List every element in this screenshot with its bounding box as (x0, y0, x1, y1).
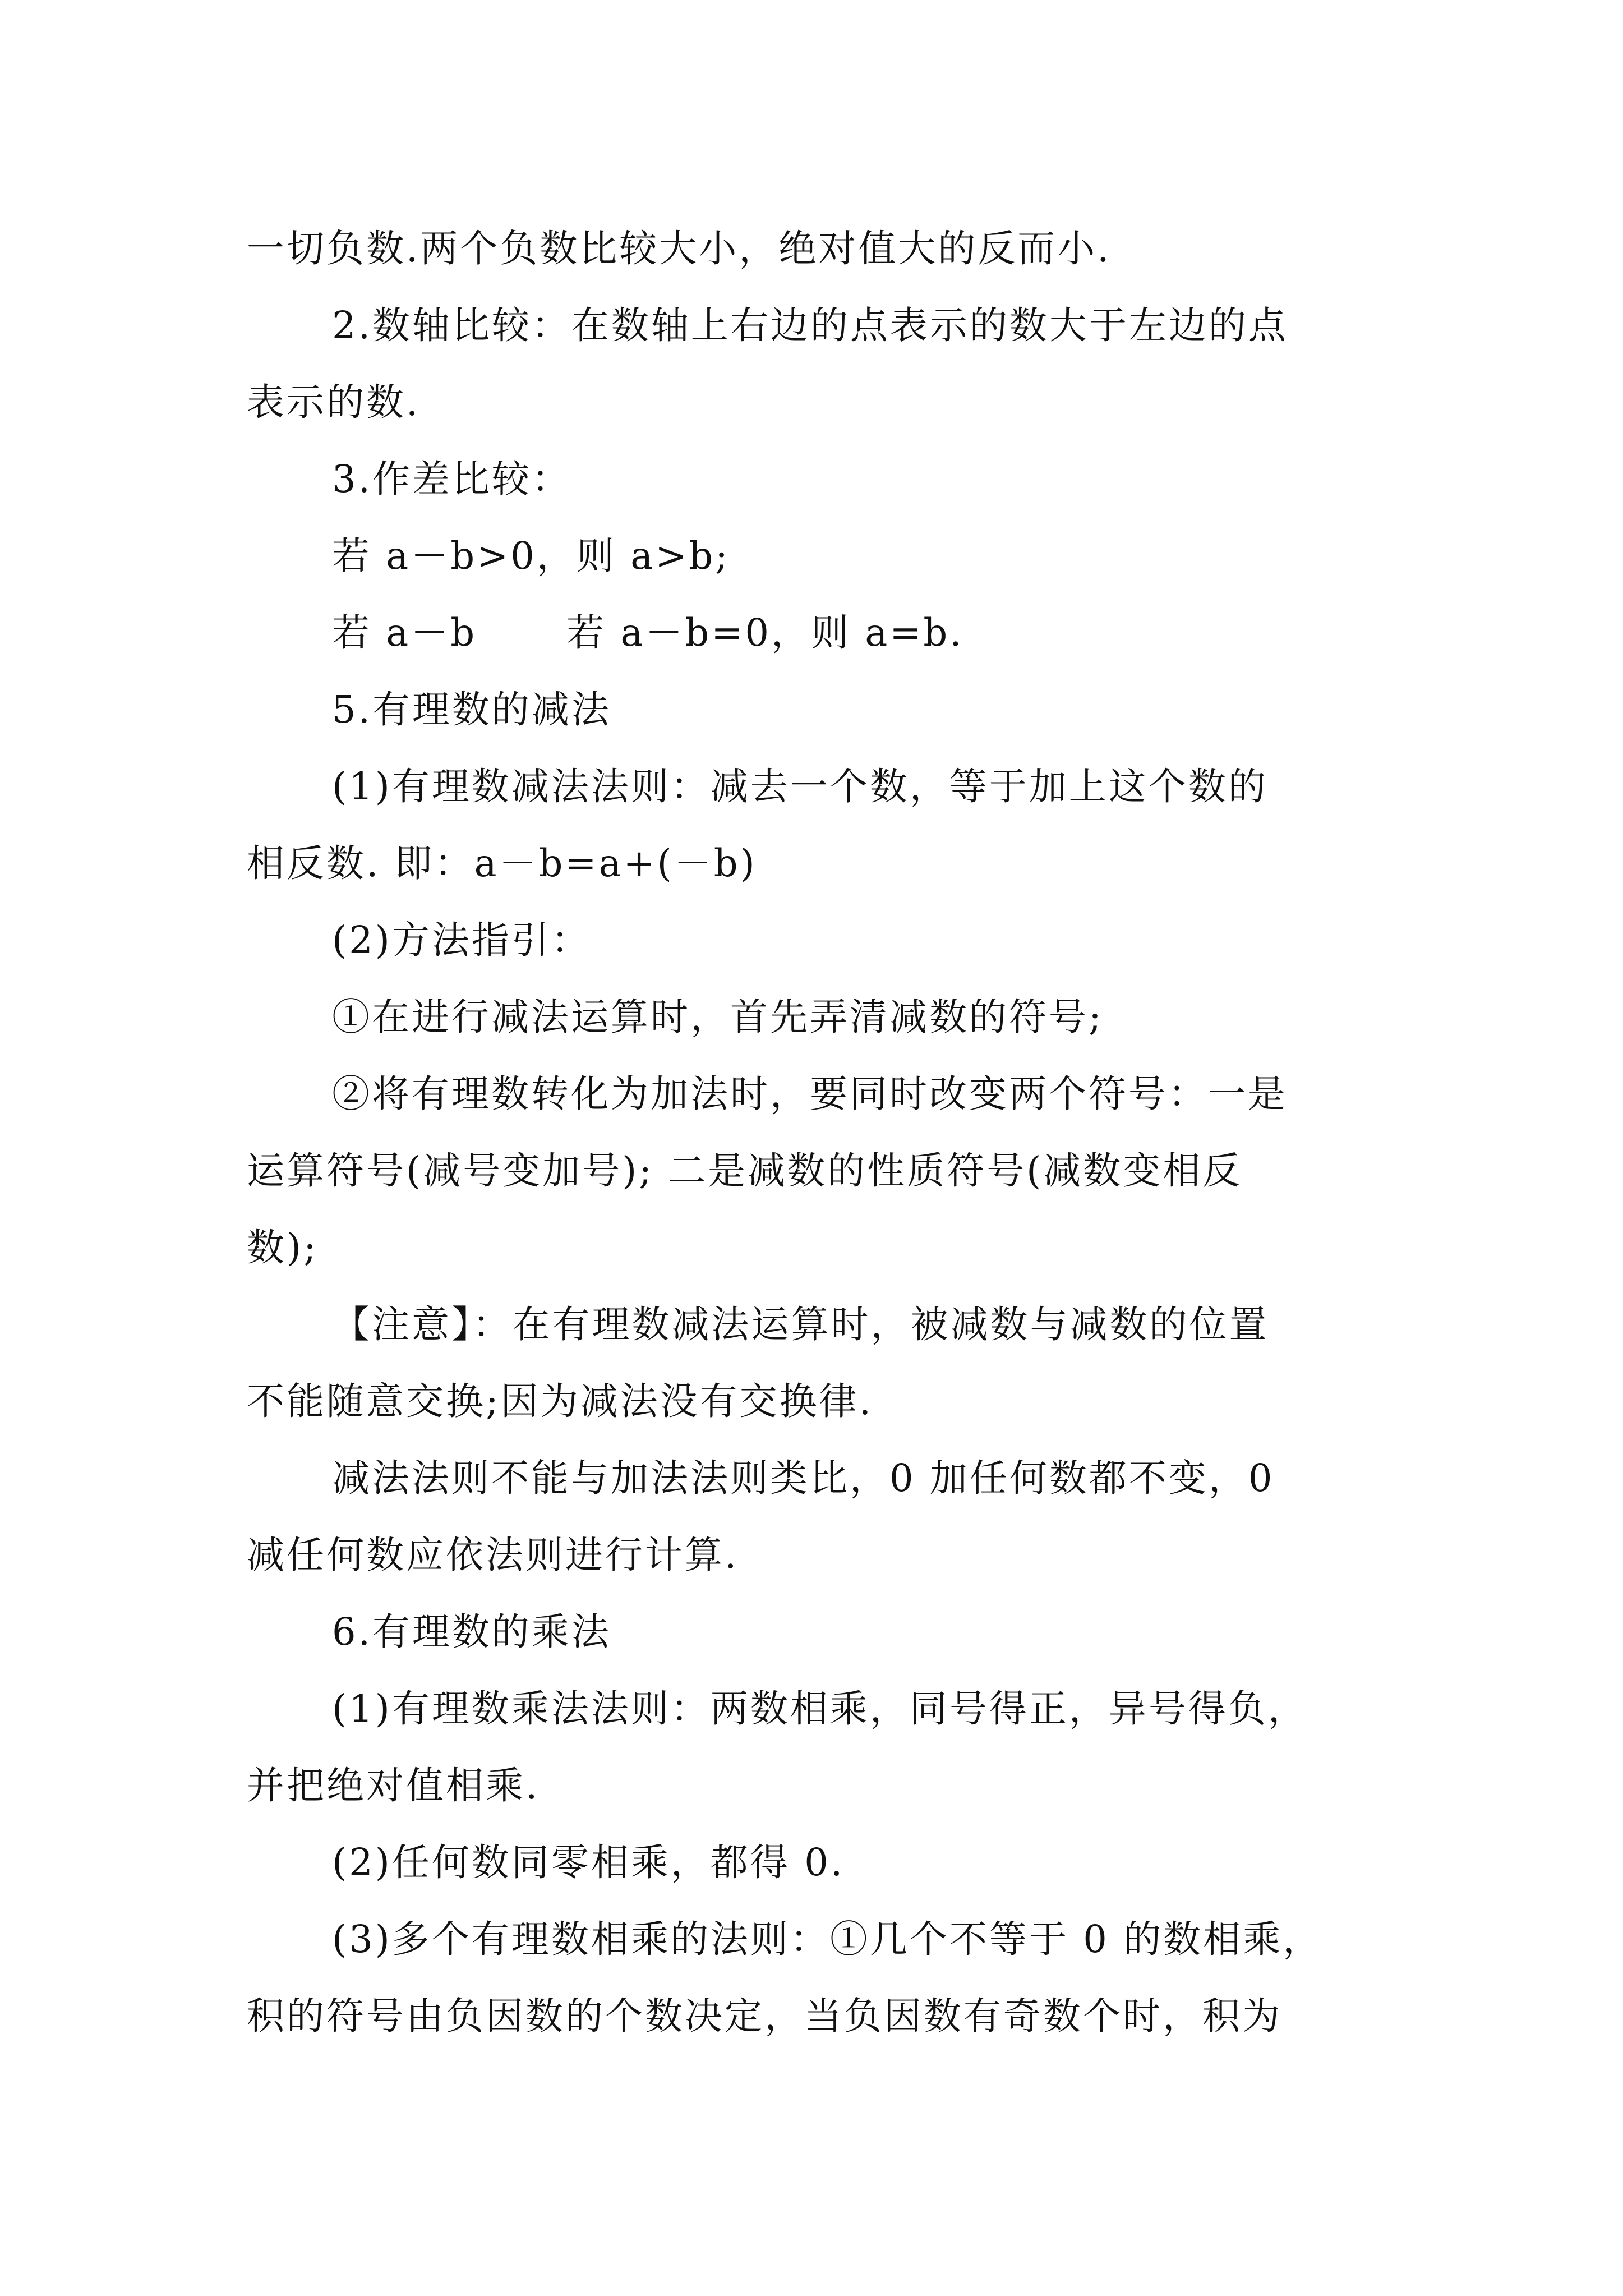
document-body (247, 210, 1391, 2055)
text-line: 数); (247, 1226, 319, 1269)
text-line: 减任何数应依法则进行计算. (247, 1533, 739, 1577)
text-line: (2)方法指引： (332, 918, 591, 962)
text-line: 若 a－b>0，则 a>b; (332, 534, 730, 578)
text-line: 表示的数. (247, 380, 421, 424)
text-line: 积的符号由负因数的个数决定，当负因数有奇数个时，积为 (247, 1994, 1282, 2038)
text-line: ②将有理数转化为加法时，要同时改变两个符号：一是 (332, 1072, 1288, 1116)
text-line: 减法法则不能与加法法则类比，0 加任何数都不变，0 (332, 1456, 1275, 1500)
text-line: 一切负数.两个负数比较大小，绝对值大的反而小. (247, 227, 1112, 270)
section-heading: 5.有理数的减法 (332, 688, 611, 731)
text-line: 相反数. 即：a－b=a+(－b) (247, 841, 757, 885)
text-line: 运算符号(减号变加号); 二是减数的性质符号(减数变相反 (247, 1149, 1243, 1193)
text-line: 并把绝对值相乘. (247, 1764, 540, 1807)
section-heading: 6.有理数的乘法 (332, 1610, 611, 1654)
note-line: 【注意】：在有理数减法运算时，被减数与减数的位置 (332, 1303, 1269, 1346)
text-line: 不能随意交换;因为减法没有交换律. (247, 1379, 873, 1423)
text-line: (2)任何数同零相乘，都得 0. (332, 1841, 845, 1884)
text-fragment: 若 a－b=0，则 a=b. (566, 611, 964, 655)
text-line: (3)多个有理数相乘的法则：①几个不等于 0 的数相乘， (332, 1917, 1323, 1961)
text-line-split (247, 595, 1391, 671)
text-fragment: 若 a－b (332, 611, 477, 655)
text-line: 3.作差比较： (332, 457, 571, 501)
text-line: (1)有理数减法法则：减去一个数，等于加上这个数的 (332, 765, 1268, 808)
text-line: (1)有理数乘法法则：两数相乘，同号得正，异号得负， (332, 1687, 1308, 1731)
text-line: ①在进行减法运算时，首先弄清减数的符号; (332, 995, 1104, 1039)
text-line: 2.数轴比较：在数轴上右边的点表示的数大于左边的点 (332, 303, 1288, 347)
